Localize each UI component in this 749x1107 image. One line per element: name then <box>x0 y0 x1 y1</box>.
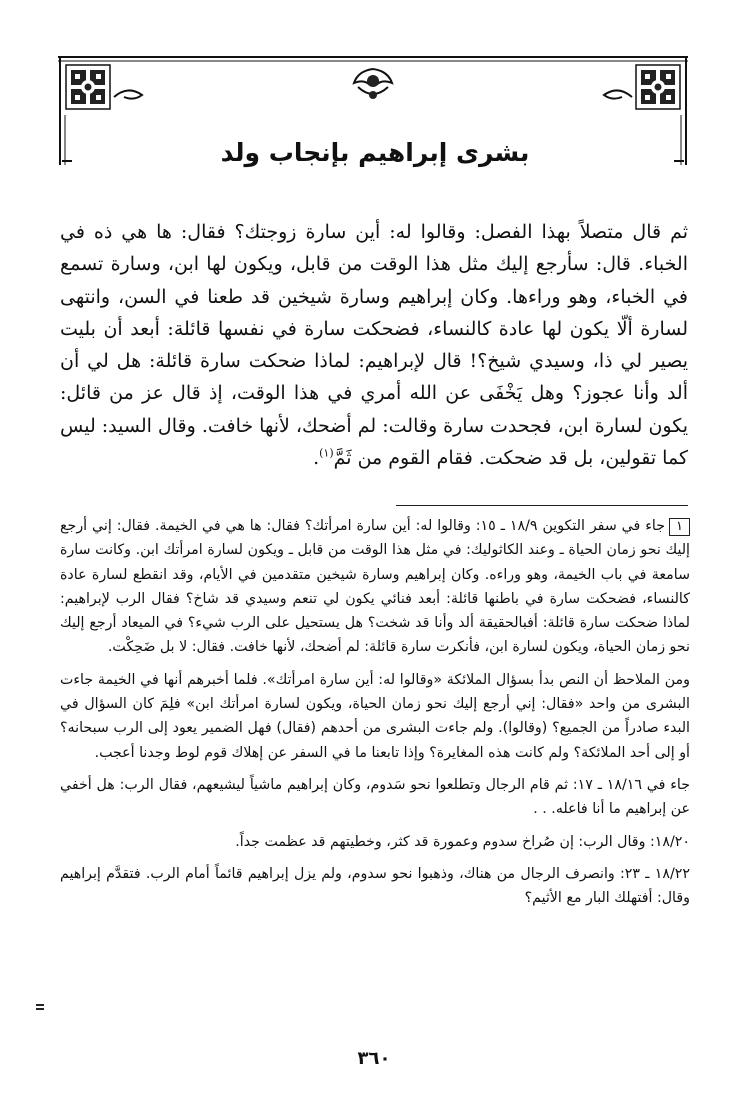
margin-mark <box>36 1004 44 1013</box>
footnotes-section <box>60 514 690 910</box>
page-number: ٣٦٠ <box>357 1048 391 1069</box>
footnote-5-text: ١٨/٢٢ ـ ٢٣: وانصرف الرجال من هناك، وذهبوا نحو سدوم، ولم يزل إبراهيم قائماً أمام الرب. فتقدَّم إبراهيم وقال: أفتهلك البار مع الأثيم؟ <box>60 865 690 907</box>
footnote-separator <box>396 505 688 506</box>
main-text-body: ثم قال متصلاً بهذا الفصل: وقالوا له: أين سارة زوجتك؟ فقال: ها هي ذه في الخباء. قال: سأرجع إليك مثل هذا الوقت من قابل، ويكون لها ابن، وسارة تسمع في الخباء، وهو وراءها. وكان إبراهيم وسارة شيخين قد طعنا في السن، وانتهى لسارة ألّا يكون لها عادة كالنساء، فضحكت سارة في نفسها قائلة: أبعد أن بليت يصير لي ذا، وسيدي شيخ؟! قال لإبراهيم: لماذا ضحكت سارة قائلة: هل لي أن ألد وأنا عجوز؟ وهل يَخْفَى عن الله أمري في هذا الوقت، إذ قال عز من قائل: يكون لسارة ابن، فجحدت سارة وقالت: لم أضحك، لأنها خافت. وقال السيد: ليس كما تقولين، بل قد ضحكت. فقام القوم من ثَمَّ <box>59 221 688 470</box>
footnote-4-text: ١٨/٢٠: وقال الرب: إن صُراخ سدوم وعمورة قد كثر، وخطيتهم قد عظمت جداً. <box>235 833 690 850</box>
chapter-title: بشرى إبراهيم بإنجاب ولد <box>220 138 530 167</box>
footnote-reference: (١) <box>319 446 334 460</box>
footnote-2-text: ومن الملاحظ أن النص بدأ بسؤال الملائكة «وقالوا له: أين سارة امرأتك». فلما أخبرهم أنها في الخيمة جاءت البشرى من واحد «فقال: إني أرجع إليك نحو زمان الحياة، ويكون لسارة امرأتك ابن» فلِمَ كان السؤال في البدء صادراً من الجميع؟ (وقالوا). ولم جاءت البشرى من أحدهم (فقال) فهل الضمير يعود إلى الرب سبحانه؟ أو إلى أحد الملائكة؟ ولم كانت هذه المغايرة؟ وإذا تابعنا ما في السفر عن إهلاك قوم لوط وجدنا أعجب. <box>60 671 690 761</box>
footnote-1-text: جاء في سفر التكوين ١٨/٩ ـ ١٥: وقالوا له: أين سارة امرأتك؟ فقال: ها هي في الخيمة. فقال: إني أرجع إليك نحو زمان الحياة ـ وعند الكاثوليك: في مثل هذا الوقت من قابل ـ ويكون لسارة امرأتك ابن. وكانت سارة سامعة في باب الخيمة، وهو وراءه. وكان إبراهيم وسارة شيخين متقدمين في الأيام، وقد انقطع لسارة عادة كالنساء، فضحكت سارة في باطنها قائلة: أبعد فنائي يكون لي تنعم وسيدي قد شاخ؟ فقال الرب لإبراهيم: لماذا ضحكت سارة قائلة: أفبالحقيقة ألد وأنا قد شخت؟ هل يستحيل على الرب شيء؟ في الميعاد أرجع إليك نحو زمان الحياة، ويكون لسارة ابن، فأنكرت سارة قائلة: لم أضحك، لأنها خافت. فقال: لا بل ضَحِكْت. <box>60 518 690 656</box>
footnote-number-box: ١ <box>669 518 690 536</box>
footnote-3-text: جاء في ١٨/١٦ ـ ١٧: ثم قام الرجال وتطلعوا نحو سَدوم، وكان إبراهيم ماشياً ليشيعهم، فقال الرب: هل أخفي عن إبراهيم ما أنا فاعله. . . <box>60 776 690 818</box>
footnote-1 <box>60 514 690 660</box>
main-paragraph: ثم قال متصلاً بهذا الفصل: وقالوا له: أين سارة زوجتك؟ فقال: ها هي ذه في الخباء. قال: سأرجع إليك مثل هذا الوقت من قابل، ويكون لها ابن، وسارة تسمع في الخباء، وهو وراءها. وكان إبراهيم وسارة شيخين قد طعنا في السن، وانتهى لسارة ألّا يكون لها عادة كالنساء، فضحكت سارة في نفسها قائلة: أبعد أن بليت يصير لي ذا، وسيدي شيخ؟! قال لإبراهيم: لماذا ضحكت سارة قائلة: هل لي أن ألد وأنا عجوز؟ وهل يَخْفَى عن الله أمري في هذا الوقت، إذ قال عز من قائل: يكون لسارة ابن، فجحدت سارة وقالت: لم أضحك، لأنها خافت. وقال السيد: ليس كما تقولين، بل قد ضحكت. فقام القوم من ثَمَّ$^{(١)}$. <box>59 221 688 470</box>
